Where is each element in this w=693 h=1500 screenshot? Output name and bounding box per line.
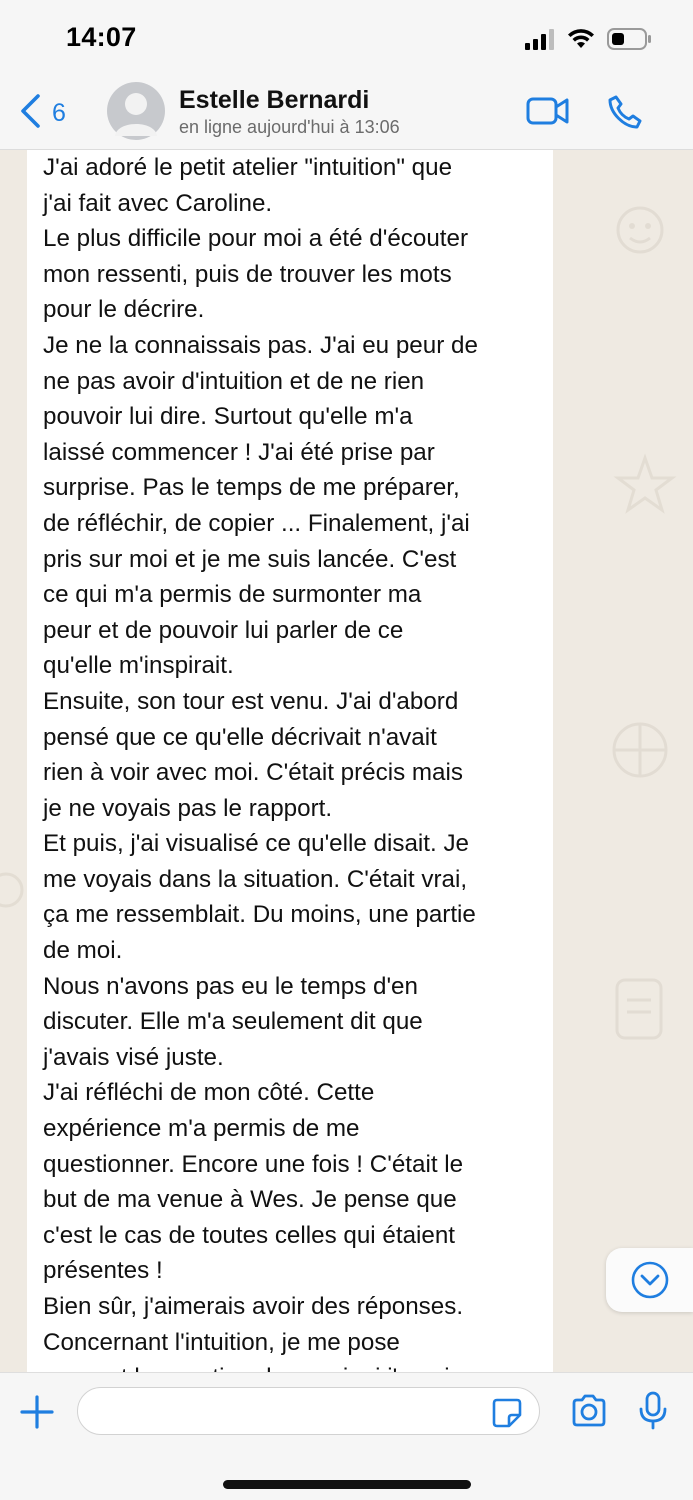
wallpaper-doodle-icon — [610, 450, 680, 520]
unread-count: 6 — [52, 99, 66, 127]
message-line: rien à voir avec moi. C'était précis mais — [43, 759, 463, 787]
message-line: j'avais visé juste. — [43, 1043, 224, 1071]
status-time: 14:07 — [66, 22, 137, 52]
phone-icon[interactable] — [607, 94, 643, 135]
message-line: qu'elle m'inspirait. — [43, 652, 234, 680]
message-input[interactable] — [77, 1387, 540, 1435]
microphone-icon[interactable] — [638, 1391, 668, 1436]
message-line: Bien sûr, j'aimerais avoir des réponses. — [43, 1293, 464, 1320]
camera-icon[interactable] — [570, 1393, 608, 1434]
contact-status: en ligne aujourd'hui à 13:06 — [179, 117, 400, 137]
message-line: J'ai adoré le petit atelier "intuition" que — [43, 154, 453, 181]
signal-icon — [525, 28, 555, 55]
message-text — [43, 150, 543, 1396]
message-line: Nous n'avons pas eu le temps d'en — [43, 972, 418, 1000]
chat-header — [0, 78, 693, 150]
video-call-icon[interactable] — [526, 94, 570, 133]
message-bubble[interactable] — [27, 150, 553, 1372]
wallpaper-doodle-icon — [600, 710, 680, 790]
composer-bar — [0, 1372, 693, 1500]
message-line: peur et de pouvoir lui parler de ce — [43, 616, 404, 644]
avatar[interactable] — [107, 82, 165, 140]
message-line: pris sur moi et je me suis lancée. C'est — [43, 545, 457, 573]
message-line: pour le décrire. — [43, 296, 205, 324]
status-bar — [0, 0, 693, 78]
message-line: Je ne la connaissais pas. J'ai eu peur de — [43, 331, 478, 359]
chevron-left-icon — [18, 92, 42, 135]
status-icons — [525, 26, 653, 56]
chevron-down-circle-icon — [630, 1260, 670, 1300]
wallpaper-doodle-icon — [600, 190, 680, 280]
chat-area[interactable] — [0, 150, 693, 1372]
message-line: discuter. Elle m'a seulement dit que — [43, 1008, 423, 1036]
message-line: ce qui m'a permis de surmonter ma — [43, 581, 422, 609]
message-line: c'est le cas de toutes celles qui étaient — [43, 1221, 456, 1249]
person-icon — [107, 82, 165, 140]
message-line: J'ai réfléchi de mon côté. Cette — [43, 1079, 375, 1107]
message-line: me voyais dans la situation. C'était vrai, — [43, 865, 468, 893]
message-line: de moi. — [43, 937, 123, 965]
wallpaper-doodle-icon — [0, 850, 26, 930]
message-line: Concernant l'intuition, je me pose — [43, 1328, 400, 1356]
message-line: mon ressenti, puis de trouver les mots — [43, 260, 452, 288]
message-line: je ne voyais pas le rapport. — [43, 794, 333, 822]
back-button[interactable] — [18, 92, 66, 135]
message-line: j'ai fait avec Caroline. — [43, 189, 273, 217]
scroll-down-button[interactable] — [606, 1248, 693, 1312]
contact-name[interactable]: Estelle Bernardi — [179, 86, 370, 114]
wallpaper-doodle-icon — [605, 970, 680, 1050]
message-line: surprise. Pas le temps de me préparer, — [43, 474, 460, 502]
home-indicator — [223, 1480, 471, 1489]
sticker-icon[interactable] — [491, 1397, 523, 1434]
message-line: questionner. Encore une fois ! C'était le — [43, 1150, 464, 1178]
message-line: pensé que ce qu'elle décrivait n'avait — [43, 723, 437, 751]
message-line: de réfléchir, de copier ... Finalement, j'ai — [43, 509, 470, 537]
plus-icon[interactable] — [20, 1395, 54, 1434]
message-line: ne pas avoir d'intuition et de ne rien — [43, 367, 425, 395]
message-line: présentes ! — [43, 1257, 163, 1285]
message-line: ça me ressemblait. Du moins, une partie — [43, 901, 476, 929]
message-line: pouvoir lui dire. Surtout qu'elle m'a — [43, 403, 413, 431]
message-line: Et puis, j'ai visualisé ce qu'elle disait. Je — [43, 830, 470, 858]
message-line: Le plus difficile pour moi a été d'écouter — [43, 225, 469, 253]
message-line: but de ma venue à Wes. Je pense que — [43, 1186, 457, 1214]
wifi-icon — [567, 28, 595, 55]
message-line: laissé commencer ! J'ai été prise par — [43, 438, 435, 466]
battery-icon — [607, 27, 653, 56]
message-line: Ensuite, son tour est venu. J'ai d'abord — [43, 687, 459, 715]
message-line: expérience m'a permis de me — [43, 1115, 360, 1143]
